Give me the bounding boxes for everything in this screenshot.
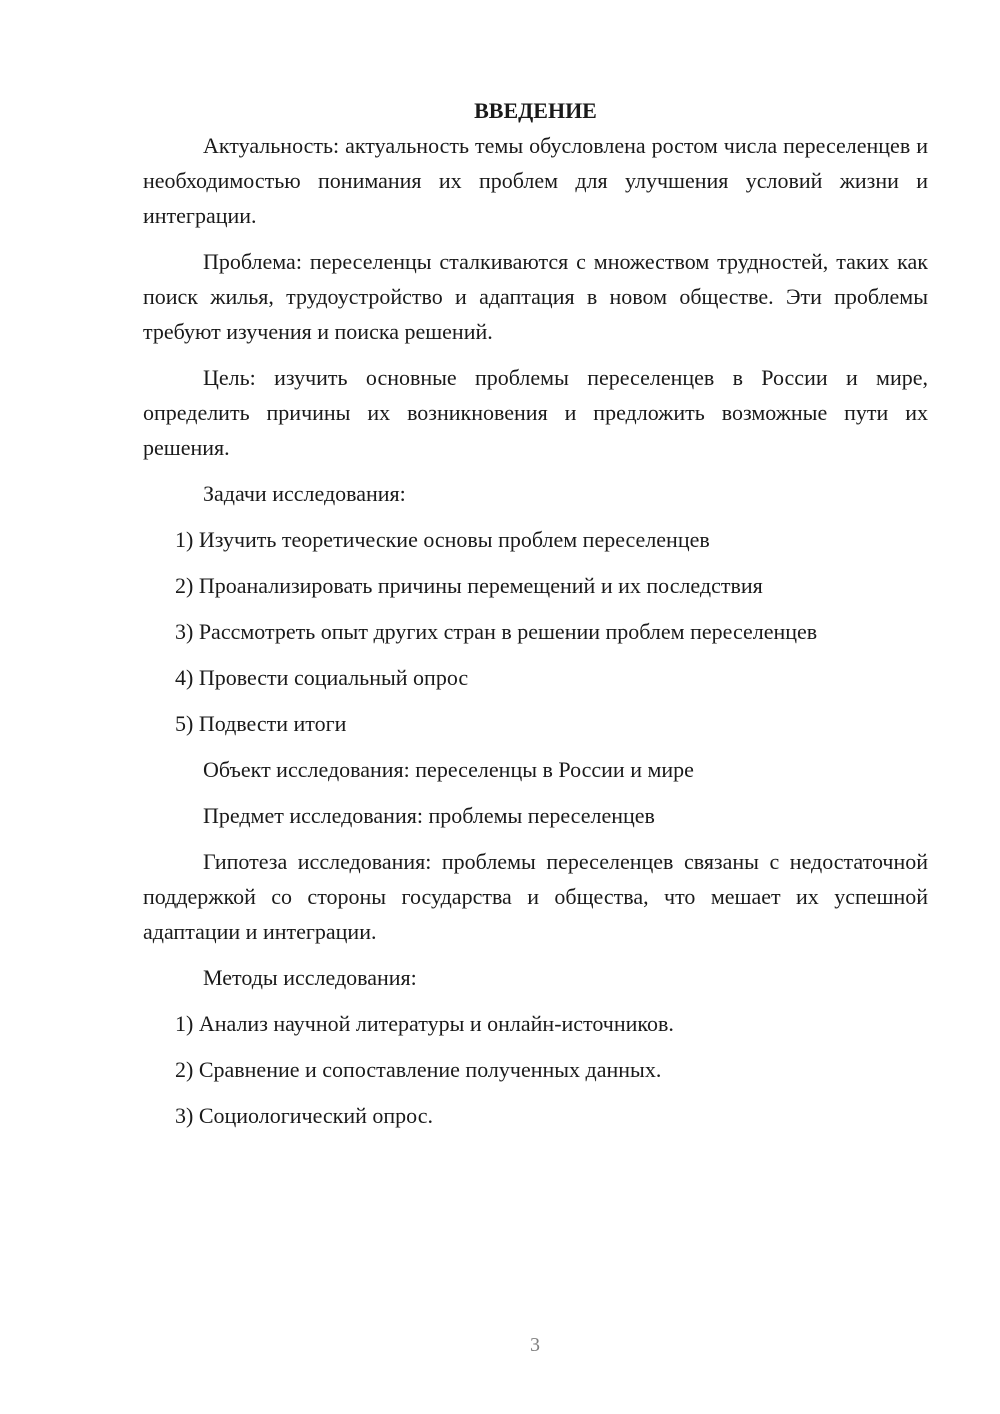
problem-paragraph: Проблема: переселенцы сталкиваются с множеством трудностей, таких как поиск жилья, трудоустройство и адаптация в новом обществе. Эти проблемы требуют изучения и поиска решений. (143, 249, 928, 344)
subject-paragraph: Предмет исследования: проблемы переселенцев (203, 803, 655, 828)
page-title: ВВЕДЕНИЕ (474, 98, 597, 123)
relevance-paragraph: Актуальность: актуальность темы обусловлена ростом числа переселенцев и необходимостью понимания их проблем для улучшения условий жизни и интеграции. (143, 133, 928, 228)
list-item: 3) Рассмотреть опыт других стран в решении проблем переселенцев (175, 619, 818, 644)
tasks-heading: Задачи исследования: (203, 481, 406, 506)
methods-list (143, 1006, 928, 1133)
list-item: 5) Подвести итоги (175, 711, 347, 736)
hypothesis-paragraph: Гипотеза исследования: проблемы переселенцев связаны с недостаточной поддержкой со стороны государства и общества, что мешает их успешной адаптации и интеграции. (143, 849, 928, 944)
list-item: 2) Сравнение и сопоставление полученных данных. (175, 1057, 662, 1082)
list-item: 2) Проанализировать причины перемещений и их последствия (175, 573, 763, 598)
goal-paragraph: Цель: изучить основные проблемы переселенцев в России и мире, определить причины их возникновения и предложить возможные пути их решения. (143, 365, 928, 460)
page-content (143, 93, 928, 1144)
methods-heading: Методы исследования: (203, 965, 417, 990)
list-item: 4) Провести социальный опрос (175, 665, 469, 690)
list-item: 1) Изучить теоретические основы проблем переселенцев (175, 527, 710, 552)
list-item: 1) Анализ научной литературы и онлайн-источников. (175, 1011, 674, 1036)
list-item: 3) Социологический опрос. (175, 1103, 433, 1128)
object-paragraph: Объект исследования: переселенцы в России и мире (203, 757, 694, 782)
tasks-list (143, 522, 928, 741)
page-number: 3 (530, 1334, 540, 1356)
